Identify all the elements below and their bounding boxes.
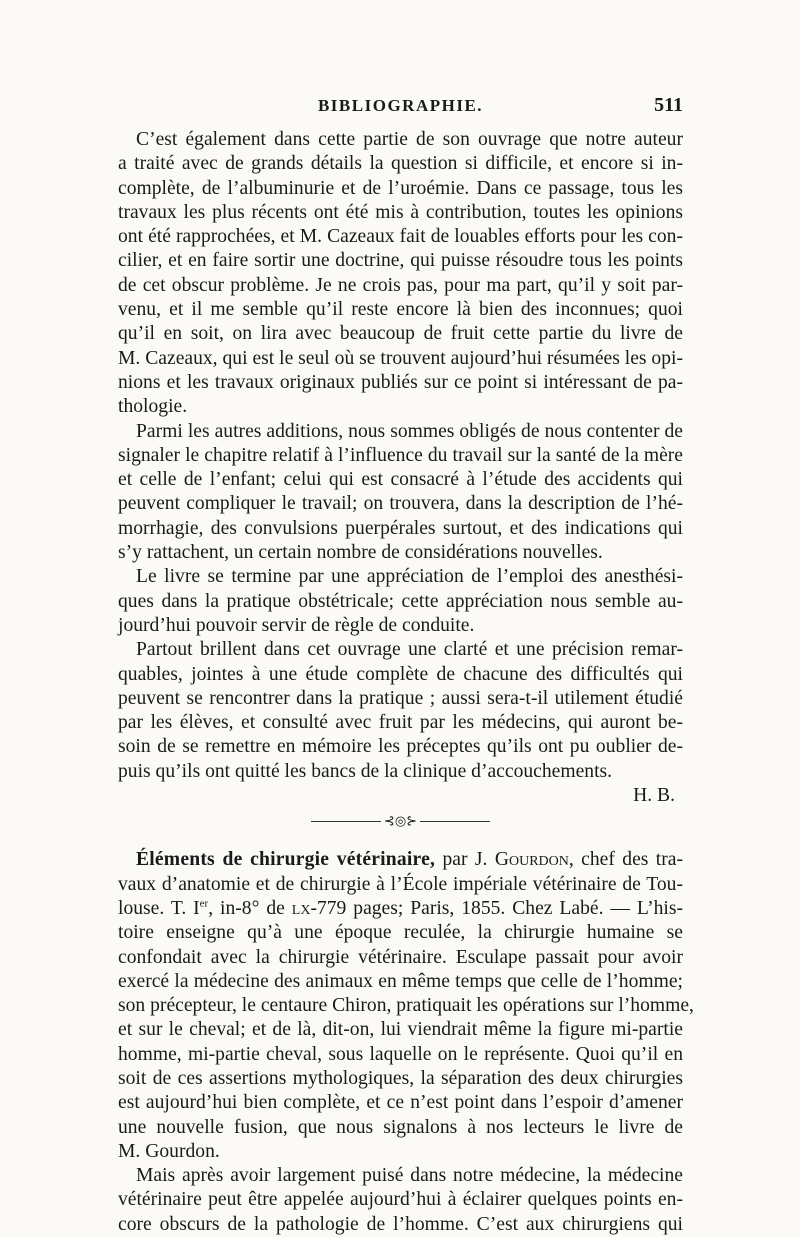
text-line: morrhagie, des convulsions puerpérales surtout, et des indications qui (118, 517, 683, 539)
text-line: confondait avec la chirurgie vétérinaire. Esculape passait pour avoir (118, 946, 683, 968)
text-line: cilier, et en faire sortir une doctrine, qui puisse résoudre tous les points (118, 250, 683, 272)
text-line: ont été rapprochées, et M. Cazeaux fait de louables efforts pour les con- (118, 226, 683, 248)
text-line: qu’il en soit, on lira avec beaucoup de fruit cette partie du livre de (118, 323, 683, 345)
format-text: , in-8° de (208, 897, 292, 919)
text-line: et sur le cheval; et de là, dit-on, lui viendrait même la figure mi-partie (118, 1019, 683, 1041)
text-line: core obscurs de la pathologie de l’homme. C’est aux chirurgiens qui (118, 1213, 683, 1235)
paragraph (118, 565, 683, 638)
roman-numeral: lx (291, 897, 311, 919)
text-line: homme, mi-partie cheval, sous laquelle on le représente. Quoi qu’il en (118, 1043, 683, 1065)
heading-rest: , chef des tra- (568, 849, 683, 871)
text-line: nions et les travaux originaux publiés sur ce point si intéressant de pa- (118, 371, 683, 393)
byline: par J. (435, 849, 495, 871)
text-line: et celle de l’enfant; celui qui est consacré à l’étude des accidents qui (118, 469, 683, 491)
text-line: M. Cazeaux, qui est le seul où se trouvent aujourd’hui résumées les opi- (118, 347, 683, 369)
text-line: une nouvelle fusion, que nous signalons à nos lecteurs le livre de (118, 1116, 683, 1138)
text-line: signaler le chapitre relatif à l’influence du travail sur la santé de la mère (118, 444, 683, 466)
text-line: soin de se remettre en mémoire les préceptes qu’ils ont pu oublier de- (118, 736, 683, 758)
page-number: 511 (654, 94, 683, 116)
text-line: vétérinaire peut être appelée aujourd’hui à éclairer quelques points en- (118, 1189, 683, 1211)
volume-text: louse. T. I (118, 897, 200, 919)
text-line: venu, et il me semble qu’il reste encore là bien des inconnues; quoi (118, 299, 683, 321)
review-signature: H. B. (633, 785, 675, 807)
text-line: Partout brillent dans cet ouvrage une clarté et une précision remar- (136, 639, 683, 661)
text-line: Mais après avoir largement puisé dans notre médecine, la médecine (136, 1165, 683, 1187)
text-line: toire enseigne qu’à une époque reculée, la chirurgie humaine se (118, 922, 683, 944)
running-title: BIBLIOGRAPHIE. (317, 96, 484, 115)
author-name: Gourdon (494, 849, 569, 871)
text-line: vaux d’anatomie et de chirurgie à l’École impériale vétérinaire de Tou- (118, 873, 683, 895)
text-line: travaux les plus récents ont été mis à contribution, toutes les opinions (118, 201, 683, 223)
text-line: quables, jointes à une étude complète de chacune des difficultés qui (118, 663, 683, 685)
book-title: Éléments de chirurgie vétérinaire, (136, 849, 436, 871)
superscript: er (199, 897, 209, 910)
text-line: M. Gourdon. (118, 1140, 220, 1162)
page-body (118, 128, 694, 1237)
text-line: Parmi les autres additions, nous sommes obligés de nous contenter de (136, 420, 683, 442)
text-line: soit de ces assertions mythologiques, la séparation des deux chirurgies (118, 1067, 683, 1089)
paragraph-rest (118, 921, 694, 1164)
spacer (118, 834, 683, 848)
page-header (118, 96, 683, 126)
paragraph (118, 128, 683, 420)
text-line: son précepteur, le centaure Chiron, pratiquait les opérations sur l’homme, (118, 995, 694, 1017)
text-line: par les élèves, et consulté avec fruit par les médecins, qui auront be- (118, 712, 683, 734)
text-line: s’y rattachent, un certain nombre de considérations nouvelles. (118, 542, 603, 564)
text-line: C’est également dans cette partie de son ouvrage que notre auteur (136, 129, 683, 150)
section-separator (118, 808, 683, 834)
text-line: peuvent se rencontrer dans la pratique ; aussi sera-t-il utilement étudié (118, 687, 683, 709)
text-line: ques dans la pratique obstétricale; cette appréciation nous semble au- (118, 590, 683, 612)
separator-rule-right (420, 821, 490, 822)
text-line: de cet obscur problème. Je ne crois pas, pour ma part, qu’il y soit par- (118, 274, 683, 296)
text-line: Le livre se termine par une appréciation de l’emploi des anesthési- (136, 566, 683, 588)
publisher-text: -779 pages; Paris, 1855. Chez Labé. — L’his- (310, 897, 683, 919)
separator-ornament: ⊰◎⊱ (383, 813, 418, 829)
paragraph (118, 638, 683, 784)
text-line: jourd’hui pouvoir servir de règle de conduite. (118, 614, 475, 636)
paragraph (118, 1164, 683, 1237)
review-gourdon (118, 848, 694, 1237)
text-line: est aujourd’hui bien complète, et ce n’est point dans l’espoir d’amener (118, 1092, 683, 1114)
entry-heading-line (118, 848, 683, 872)
separator-rule-left (311, 821, 381, 822)
text-line: thologie. (118, 396, 188, 418)
text-line: puis qu’ils ont quitté les bancs de la clinique d’accouchements. (118, 760, 613, 782)
review-cazeaux (118, 128, 683, 808)
text-line: exercé la médecine des animaux en même temps que celle de l’homme; (118, 970, 683, 992)
text-line: a traité avec de grands détails la question si difficile, et encore si in- (118, 153, 683, 175)
text-line: complète, de l’albuminurie et de l’uroémie. Dans ce passage, tous les (118, 177, 683, 199)
text-line: peuvent compliquer le travail; on trouvera, dans la description de l’hé- (118, 493, 683, 515)
text-line (118, 897, 683, 921)
paragraph (118, 420, 683, 566)
